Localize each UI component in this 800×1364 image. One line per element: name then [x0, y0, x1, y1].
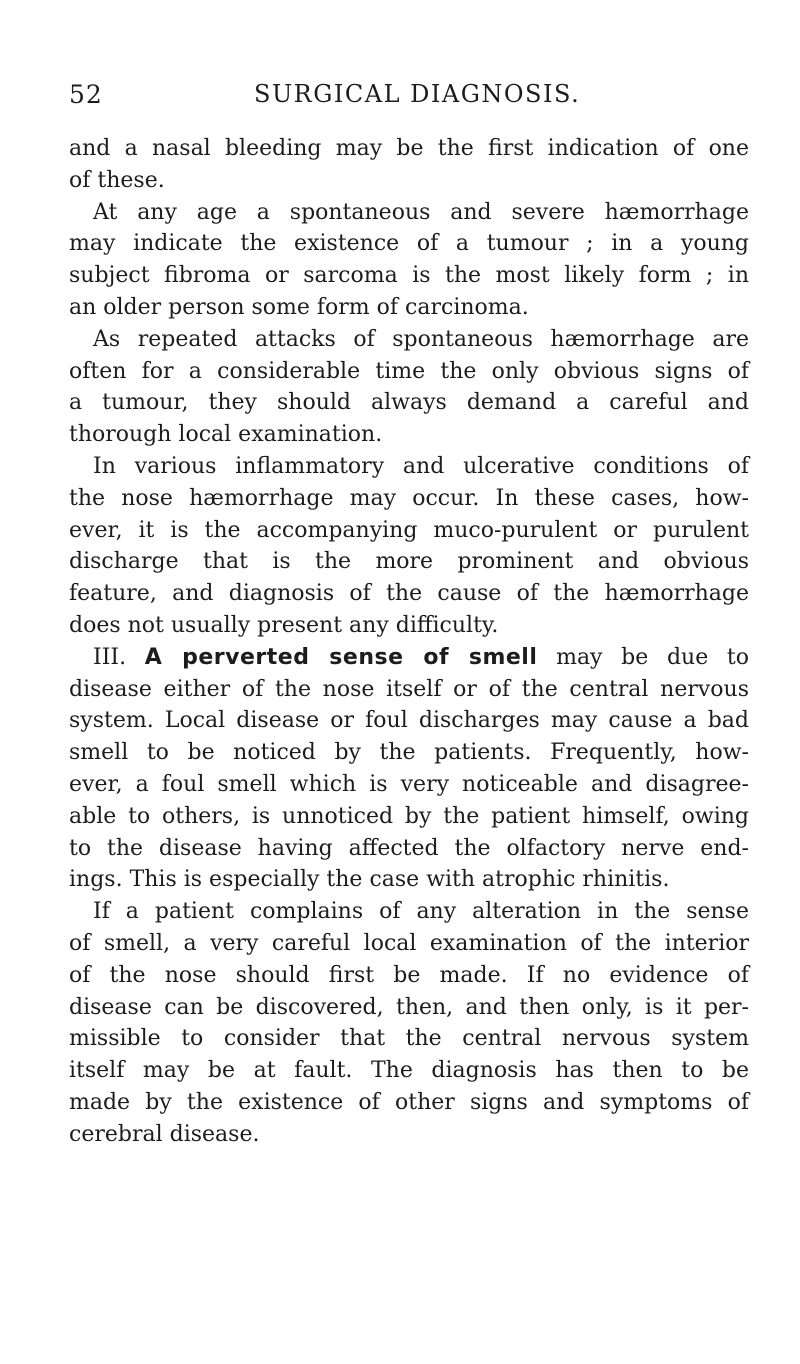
text-line: system. Local disease or foul discharges may cause a bad: [69, 708, 749, 734]
running-title: SURGICAL DIAGNOSIS.: [254, 80, 581, 108]
text-line: to the disease having affected the olfactory nerve end-: [69, 835, 749, 861]
text-line: disease can be discovered, then, and then only, is it per-: [69, 994, 749, 1020]
text-line: of these.: [69, 167, 165, 193]
text-line: may indicate the existence of a tumour ; in a young: [69, 231, 749, 257]
section-numeral: III.: [93, 644, 127, 670]
section-heading: A perverted sense of smell: [144, 644, 538, 670]
text-line: discharge that is the more prominent and obvious: [69, 549, 749, 575]
text-line: ever, a foul smell which is very noticeable and disagree-: [69, 771, 749, 797]
text-line: the nose hæmorrhage may occur. In these cases, how-: [69, 485, 749, 511]
text-line: In various inflammatory and ulcerative conditions of: [93, 453, 749, 479]
text-line: ings. This is especially the case with atrophic rhinitis.: [69, 867, 670, 893]
text-line: and a nasal bleeding may be the first indication of one: [69, 136, 749, 161]
text-line: As repeated attacks of spontaneous hæmorrhage are: [93, 326, 749, 352]
text-line: an older person some form of carcinoma.: [69, 294, 529, 320]
text-line: At any age a spontaneous and severe hæmorrhage: [93, 199, 749, 225]
text-line: cerebral disease.: [69, 1121, 260, 1147]
body-text: [69, 133, 749, 1151]
text-line: disease either of the nose itself or of the central nervous: [69, 676, 749, 702]
page-number: 52: [69, 80, 103, 109]
text-line: does not usually present any difficulty.: [69, 612, 499, 638]
text-line: made by the existence of other signs and symptoms of: [69, 1089, 749, 1115]
text-line: ever, it is the accompanying muco-purulent or purulent: [69, 517, 749, 543]
text-line: often for a considerable time the only obvious signs of: [69, 358, 749, 384]
text-line: smell to be noticed by the patients. Frequently, how-: [69, 740, 749, 766]
text-line: missible to consider that the central nervous system: [69, 1026, 749, 1052]
text-line: thorough local examination.: [69, 422, 383, 448]
text-line: a tumour, they should always demand a careful and: [69, 390, 749, 416]
running-header: [69, 80, 769, 116]
text-line: subject fibroma or sarcoma is the most likely form ; in: [69, 263, 749, 289]
section-rest: may be due to: [556, 644, 749, 670]
text-line: itself may be at fault. The diagnosis has then to be: [69, 1058, 749, 1084]
text-line: If a patient complains of any alteration in the sense: [93, 899, 749, 925]
text-line: feature, and diagnosis of the cause of the hæmorrhage: [69, 581, 749, 607]
section-iii-line: [69, 642, 749, 674]
text-line: able to others, is unnoticed by the patient himself, owing: [69, 803, 749, 829]
text-line: of smell, a very careful local examination of the interior: [69, 930, 749, 956]
text-line: of the nose should first be made. If no evidence of: [69, 962, 749, 988]
